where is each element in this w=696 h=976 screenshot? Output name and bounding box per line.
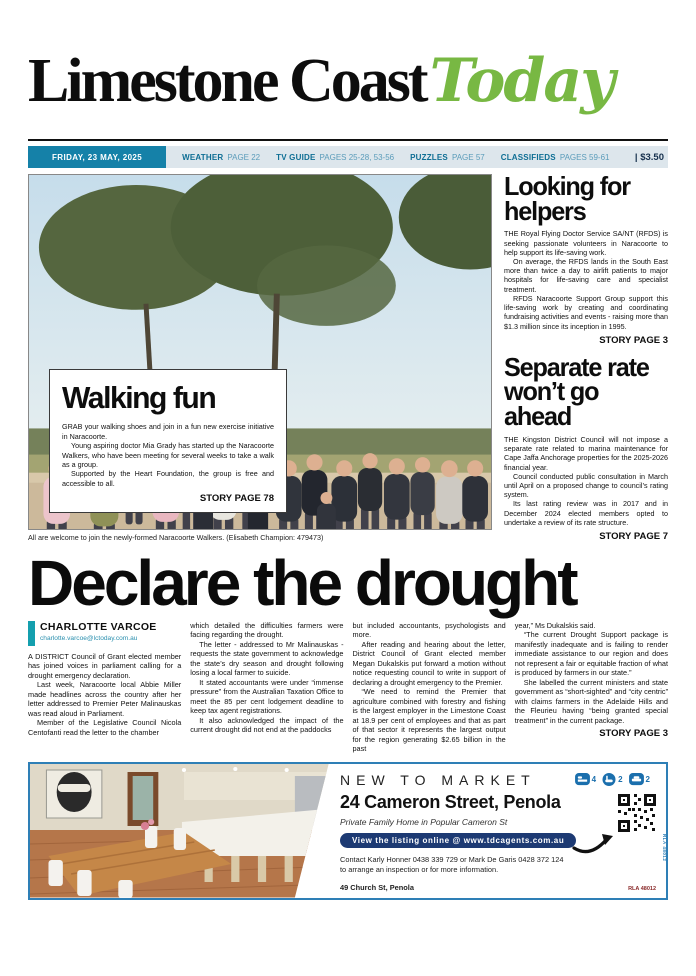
walkers-photo <box>28 174 492 530</box>
feature-cars <box>629 773 650 786</box>
story-paragraph: On average, the RFDS lands in the South East more than twice a day to airlift patients to major hospitals for life-saving care and specialist treatment. <box>504 257 668 294</box>
property-features <box>575 773 656 786</box>
lead-paragraph: “The current Drought Support package is manifestly inadequate and is failing to render immediate assistance to our region and does not represent a fair or equitable fraction of what is produced by farmers in our state.” <box>514 630 668 678</box>
photo-story <box>28 174 492 542</box>
index-pages: PAGE 57 <box>451 152 485 162</box>
listing-url-banner: View the listing online @ www.tdcagents.com.au <box>340 833 576 848</box>
new-to-market-label: NEW TO MARKET <box>340 771 536 788</box>
byline-author: CHARLOTTE VARCOE <box>40 620 157 633</box>
property-address: 24 Cameron Street, Penola <box>340 791 561 812</box>
feature-bedrooms <box>575 773 596 786</box>
bed-icon <box>575 773 590 786</box>
date-box: FRIDAY, 23 MAY, 2025 <box>28 146 166 168</box>
lead-column-3 <box>353 621 506 754</box>
lead-story-ref: STORY PAGE 3 <box>599 728 668 740</box>
story-paragraph: Its last rating review was in 2017 and in December 2024 elected members opted to undertake a review of its rate structure. <box>504 499 668 527</box>
lead-column-1 <box>28 621 181 754</box>
ad-details <box>338 764 666 898</box>
story-headline: Looking for helpers <box>504 171 630 226</box>
index-item-tv-guide <box>276 153 394 162</box>
lead-paragraph: It stated accountants were under “immense pressure” from the Australian Taxation Office to meet the 85 per cent lodgement deadline to keep tax agent registrations. <box>190 677 344 716</box>
byline <box>28 621 181 646</box>
qr-code <box>616 792 658 839</box>
index-items <box>166 146 635 168</box>
walking-fun-headline: Walking fun <box>62 380 216 416</box>
cover-price: | $3.50 <box>634 151 664 163</box>
lead-column-4 <box>515 621 668 754</box>
bedroom-count: 4 <box>591 775 597 785</box>
index-label: PUZZLES <box>410 152 448 162</box>
lead-paragraph: Last week, Naracoorte local Abbie Miller made headlines across the country after her letter addressed to Premier Peter Malinauskas was read aloud in Parliament. <box>28 680 182 718</box>
lead-paragraph: but included accountants, psychologists and more. <box>352 620 506 640</box>
byline-accent-bar <box>28 621 35 646</box>
lead-paragraph: Member of the Legislative Council Nicola Centofanti read the letter to the chamber <box>28 718 182 737</box>
lead-column-2 <box>190 621 343 754</box>
story-paragraph: Council conducted public consultation in March until April on a proposed change to council’s rating system. <box>504 471 668 500</box>
story-looking-for-helpers <box>504 171 668 346</box>
walking-fun-paragraph: GRAB your walking shoes and join in a fun new exercise initiative in Naracoorte. <box>62 422 274 441</box>
property-photo <box>30 764 338 898</box>
walking-fun-paragraph: Young aspiring doctor Mia Grady has started up the Naracoorte Walkers, who have been meeting for several weeks to take a walk as a group. <box>62 441 274 469</box>
lead-paragraph: She labelled the current ministers and state government as “short-sighted” and “city centric” with claims farmers in the Adelaide Hills and the Fleurieu having “being granted special treatment” in the current package. <box>514 677 668 725</box>
top-section <box>28 171 668 543</box>
walking-fun-story-ref: STORY PAGE 78 <box>199 493 274 504</box>
vertical-rla-text: RLA 48012 <box>662 833 667 861</box>
right-column <box>504 171 668 543</box>
index-item-weather <box>182 153 260 162</box>
walking-fun-panel <box>49 369 287 513</box>
lead-paragraph: The letter - addressed to Mr Malinauskas - requests the state government to acknowledge the state’s dry season and drought following losing a local farmer to suicide. <box>190 639 344 678</box>
lead-paragraph: A DISTRICT Council of Grant elected member has joined voices in parliament calling for a drought emergency declaration. <box>28 651 182 680</box>
walking-fun-paragraph: Supported by the Heart Foundation, the group is free and accessible to all. <box>62 469 274 488</box>
real-estate-advertisement <box>28 762 668 900</box>
interior-photo-illustration <box>30 764 338 898</box>
masthead-title-green: Today <box>429 46 614 116</box>
story-separate-rate <box>504 351 668 543</box>
index-pages: PAGES 25-28, 53-56 <box>319 152 395 162</box>
index-item-puzzles <box>410 153 485 162</box>
index-item-classifieds <box>501 153 610 162</box>
car-count: 2 <box>645 775 650 785</box>
rla-number: RLA 48012 <box>628 885 656 892</box>
story-paragraph: RFDS Naracoorte Support Group support this life-saving work by creating and coordinating fundraising activities and events - raising more than $1.3 million since its inception in 1995. <box>504 293 668 331</box>
lead-headline: Declare the drought <box>28 547 576 620</box>
lead-paragraph: After reading and hearing about the letter, District Council of Grant elected member Megan Dukalskis put forward a motion without notice requesting council to write in support of declaring a drought emergency to the Premier. <box>352 639 506 687</box>
feature-bathrooms <box>602 773 622 786</box>
lead-paragraph: which detailed the difficulties farmers were facing regarding the drought. <box>190 620 344 640</box>
masthead <box>28 0 668 117</box>
story-headline: Separate rate won’t go ahead <box>504 351 649 432</box>
photo-caption: All are welcome to join the newly-formed Naracoorte Walkers. (Elisabeth Champion: 479473) <box>28 533 324 542</box>
byline-email: charlotte.varcoe@lctoday.com.au <box>40 634 138 642</box>
story-ref: STORY PAGE 7 <box>599 531 668 543</box>
story-paragraph: THE Kingston District Council will not impose a separate rate related to marina maintenance for Cape Jaffa Anchorage properties for the 2025-2026 financial year. <box>504 434 668 472</box>
index-pages: PAGE 22 <box>227 152 261 162</box>
story-paragraph: THE Royal Flying Doctor Service SA/NT (RFDS) is seeking passionate volunteers in Naracoorte to help support its life-saving work. <box>504 229 668 257</box>
contact-info: Contact Karly Honner 0438 339 729 or Mark De Garis 0428 372 124 to arrange an inspection or for more information. <box>340 854 564 874</box>
lead-paragraph: It also acknowledged the impact of the current drought did not end at the paddocks <box>190 715 344 735</box>
index-pages: PAGES 59-61 <box>559 152 610 162</box>
bath-icon <box>602 773 616 786</box>
car-icon <box>629 773 644 786</box>
masthead-title-black: Limestone Coast <box>28 47 426 115</box>
lead-paragraph: “We need to remind the Premier that agriculture combined with forestry and fishing is the largest employer in the Limestone Coast at 18.9 per cent of employees and that as part of that sector it represents the largest output for the region generating $2.65 billion in the past <box>352 687 506 754</box>
office-address: 49 Church St, Penola <box>340 882 414 892</box>
lead-story-body <box>28 621 668 754</box>
property-tagline: Private Family Home in Popular Cameron St <box>340 816 508 827</box>
index-label: CLASSIFIEDS <box>500 152 556 162</box>
index-label: TV GUIDE <box>276 152 316 162</box>
story-ref: STORY PAGE 3 <box>599 334 668 346</box>
lead-paragraph: year,” Ms Dukalskis said. <box>514 620 596 630</box>
top-info-bar <box>28 146 668 168</box>
arrow-to-qr-icon <box>572 830 614 861</box>
masthead-rule <box>28 139 668 141</box>
bathroom-count: 2 <box>618 775 623 785</box>
index-label: WEATHER <box>182 152 224 162</box>
